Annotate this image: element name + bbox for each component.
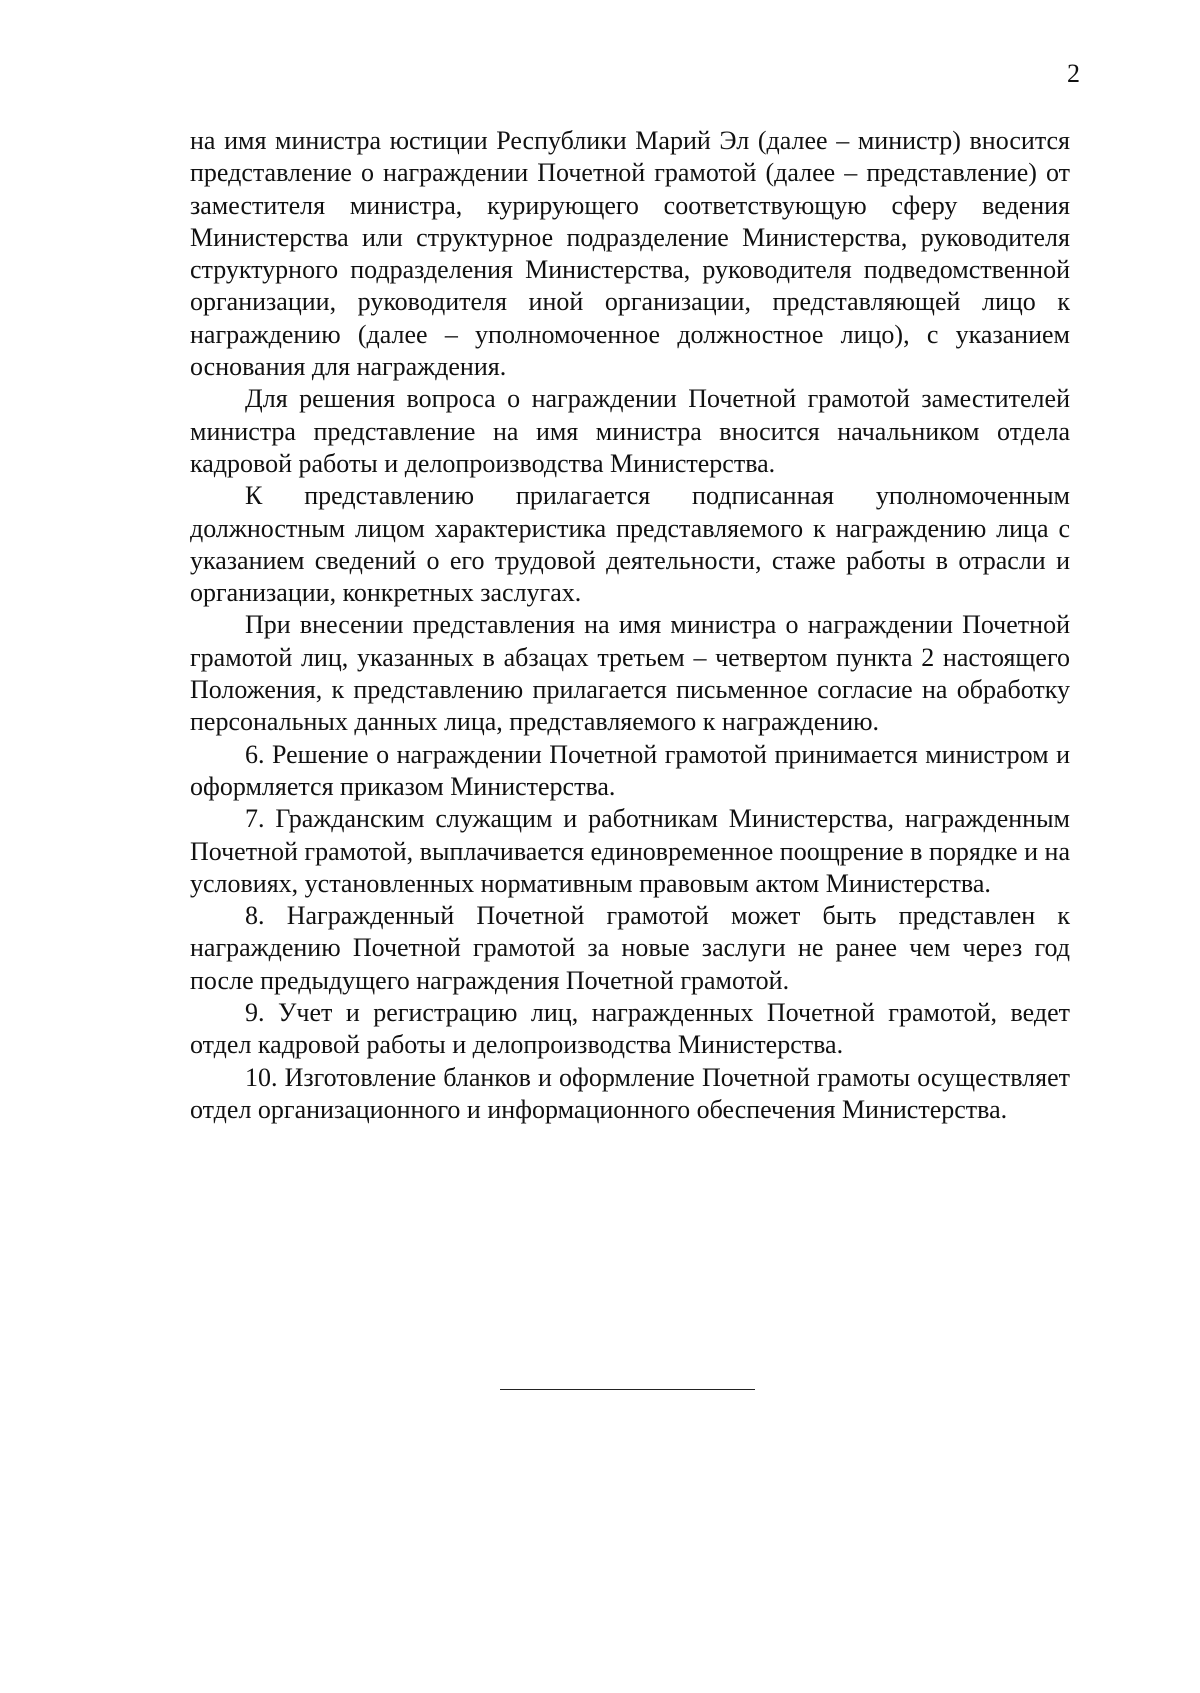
paragraph-deputy-ministers: Для решения вопроса о награждении Почетной грамотой заместителей министра представление на имя министра вносится начальником отдела кадровой работы и делопроизводства Министерства.	[190, 384, 1070, 478]
paragraph-item-9: 9. Учет и регистрацию лиц, награжденных Почетной грамотой, ведет отдел кадровой работы и делопроизводства Министерства.	[190, 998, 1070, 1060]
paragraph-continuation: на имя министра юстиции Республики Марий Эл (далее – министр) вносится представление о награждении Почетной грамотой (далее – представление) от заместителя министра, курирующего соответствующую сферу ведения Министерства или структурное подразделение Министерства, руководителя структурного подразделения Министерства, руководителя подведомственной организации, руководителя иной организации, представляющей лицо к награждению (далее – уполномоченное должностное лицо), с указанием основания для награждения.	[190, 126, 1070, 382]
paragraph-item-10: 10. Изготовление бланков и оформление Почетной грамоты осуществляет отдел организационного и информационного обеспечения Министерства.	[190, 1062, 1070, 1124]
paragraph-item-8: 8. Награжденный Почетной грамотой может быть представлен к награждению Почетной грамотой за новые заслуги не ранее чем через год после предыдущего награждения Почетной грамотой.	[190, 901, 1070, 995]
paragraph-characteristic: К представлению прилагается подписанная уполномоченным должностным лицом характеристика представляемого к награждению лица с указанием сведений о его трудовой деятельности, стаже работы в отрасли и организации, конкретных заслугах.	[190, 481, 1070, 608]
paragraph-item-6: 6. Решение о награждении Почетной грамотой принимается министром и оформляется приказом Министерства.	[190, 739, 1070, 801]
paragraph-item-7: 7. Гражданским служащим и работникам Министерства, награжденным Почетной грамотой, выплачивается единовременное поощрение в порядке и на условиях, установленных нормативным правовым актом Министерства.	[190, 804, 1070, 898]
document-body	[190, 125, 1070, 1126]
page-number: 2	[1067, 59, 1080, 88]
paragraph-personal-data-consent: При внесении представления на имя министра о награждении Почетной грамотой лиц, указанных в абзацах третьем – четвертом пункта 2 настоящего Положения, к представлению прилагается письменное согласие на обработку персональных данных лица, представляемого к награждению.	[190, 610, 1070, 737]
closing-rule-line	[500, 1389, 755, 1390]
